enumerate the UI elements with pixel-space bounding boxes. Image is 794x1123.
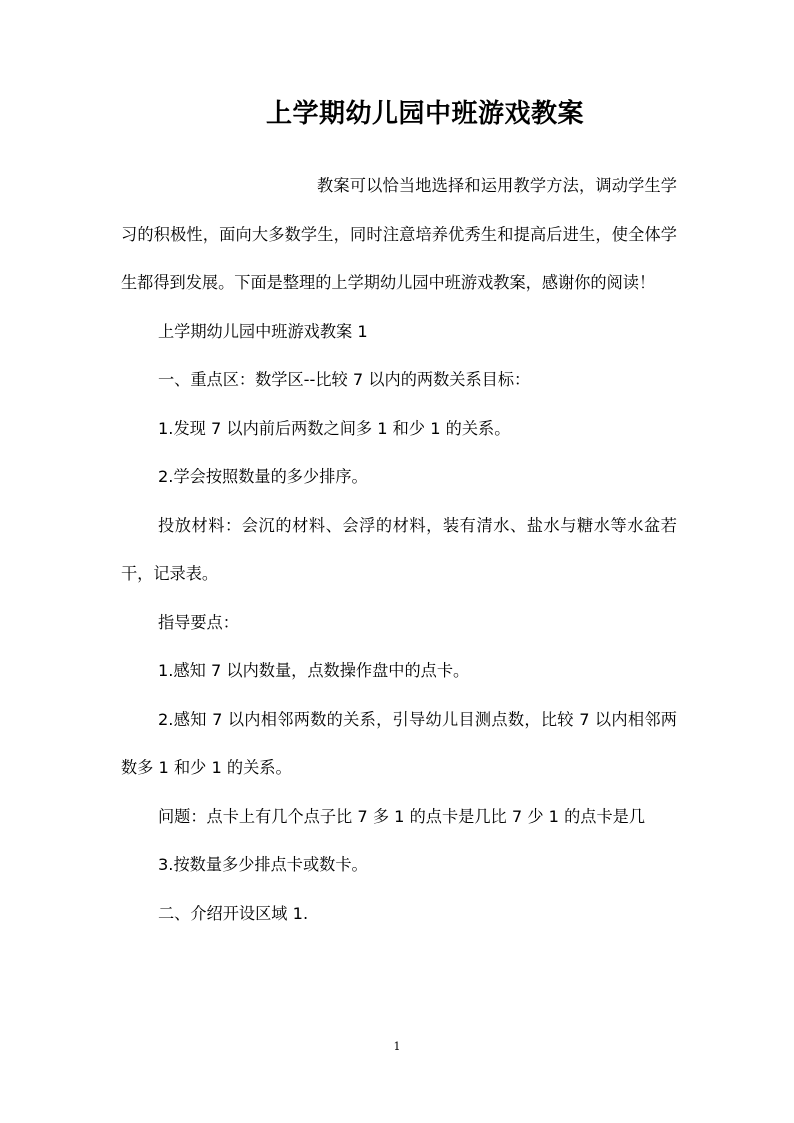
guidance-item-3: 3.按数量多少排点卡或数卡。: [158, 855, 368, 874]
guidance-item-2: 2.感知 7 以内相邻两数的关系，引导幼儿目测点数，比较 7 以内相邻两数多 1 和少 1 的关系。: [121, 709, 677, 777]
document-title: 上学期幼儿园中班游戏教案: [265, 99, 584, 129]
area-intro-heading: 二、介绍开设区域 1.: [158, 903, 309, 923]
goal-item-1: 1.发现 7 以内前后两数之间多 1 和少 1 的关系。: [158, 418, 511, 438]
intro-paragraph: 教案可以恰当地选择和运用教学方法，调动学生学习的积极性，面向大多数学生，同时注意培养优秀生和提高后进生，使全体学生都得到发展。下面是整理的上学期幼儿园中班游戏教案，感谢你的阅读！: [121, 176, 677, 292]
key-area-heading: 一、重点区：数学区--比较 7 以内的两数关系目标：: [158, 370, 531, 389]
goal-item-2: 2.学会按照数量的多少排序。: [158, 467, 368, 486]
question-paragraph: 问题：点卡上有几个点子比 7 多 1 的点卡是几比 7 少 1 的点卡是几: [158, 806, 646, 826]
guidance-heading: 指导要点：: [158, 612, 239, 632]
section-heading: 上学期幼儿园中班游戏教案 1: [158, 321, 368, 341]
document-body: [121, 162, 677, 938]
page-number: 1: [393, 1040, 401, 1053]
materials-paragraph: 投放材料：会沉的材料、会浮的材料，装有清水、盐水与糖水等水盆若干，记录表。: [121, 515, 677, 583]
guidance-item-1: 1.感知 7 以内数量，点数操作盘中的点卡。: [158, 661, 470, 680]
